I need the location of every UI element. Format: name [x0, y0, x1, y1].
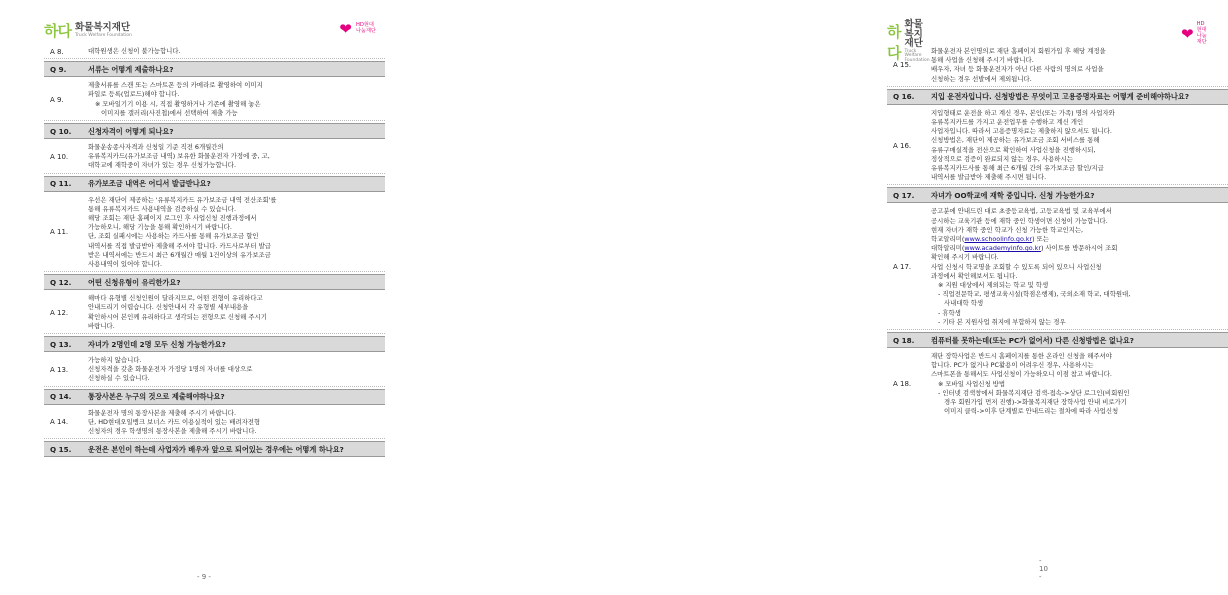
answer-label: A 17. [893, 263, 912, 272]
question-row [44, 336, 385, 352]
answer-line: 현재 자녀가 재학 중인 학교가 신청 가능한 학교인지는, [931, 225, 1084, 234]
question-text: 신청자격이 어떻게 되나요? [88, 126, 174, 136]
note-line: - 직업전문학교, 평생교육시설(학점은행제), 국외소재 학교, 대학원대, [938, 290, 1131, 299]
question-label: Q 11. [50, 179, 72, 189]
answer-label: A 18. [893, 380, 912, 389]
answer-line: 해마다 유형별 신청인원이 달라지므로, 어떤 전형이 유리하다고 [88, 294, 263, 303]
answer-line: 화물운전자 명의 통장사본을 제출해 주시기 바랍니다. [88, 408, 237, 417]
page-number-left: - 9 - [197, 573, 211, 581]
answer-line: 단, HD현대오일뱅크 보너스 카드 이용실적이 있는 배려자전형 [88, 417, 261, 426]
hd-logo-line1: HD현대 [1196, 21, 1207, 33]
question-text: 자녀가 2명인데 2명 모두 신청 가능한가요? [88, 339, 226, 349]
question-label: Q 9. [50, 64, 67, 74]
answer-line: 단, 조회 실패시에는 사용하는 카드사를 통해 유가보조금 할인 [88, 232, 259, 241]
answer-line: 확인해 주시기 바랍니다. [931, 253, 999, 262]
question-row [44, 274, 385, 290]
answer-row [44, 141, 385, 174]
right-faq-list [887, 45, 1228, 419]
note-line: - 인터넷 검색창에서 화물복지재단 검색-접속->상단 로그인(비회원인 [938, 388, 1130, 397]
answer-line: 재단 장학사업은 반드시 홈페이지를 통한 온라인 신청을 해주셔야 [931, 352, 1112, 361]
answer-line: 유류복지카드사를 통해 최근 6개월 간의 유가보조금 할인/지급 [931, 164, 1104, 173]
answer-line: 이미지를 갤러리(사진첩)에서 선택하여 제출 가능 [101, 108, 238, 117]
question-row [44, 441, 385, 457]
answer-line: 가능하오니, 해당 기능을 통해 확인하시기 바랍니다. [88, 223, 232, 232]
answer-label: A 12. [50, 308, 69, 317]
answer-line: 공시하는 교육기관 등에 재학 중인 학생이면 신청이 가능합니다. [931, 216, 1108, 225]
note-title: ※ 지원 대상에서 제외되는 학교 및 학생 [938, 281, 1049, 290]
question-row [887, 332, 1228, 348]
answer-row [887, 205, 1228, 330]
foundation-subname: Truck Welfare Foundation [74, 32, 132, 38]
answer-line: 지입형태로 운전을 하고 계신 경우, 본인(또는 가족) 명의 사업자와 [931, 108, 1115, 117]
answer-line: 확인하시어 본인께 유리하다고 생각되는 전형으로 신청해 주시기 [88, 312, 267, 321]
heart-icon: ❤ [1181, 24, 1194, 43]
question-text: 컴퓨터를 못하는데(또는 PC가 없어서) 다른 신청방법은 없나요? [931, 335, 1134, 345]
answer-row [44, 79, 385, 121]
answer-line: 신청방법은, 재단이 제공하는 유가보조금 조회 서비스를 통해 [931, 136, 1100, 145]
foundation-subname: Truck Welfare Foundation [904, 48, 930, 63]
answer-row [887, 107, 1228, 186]
question-row [887, 187, 1228, 203]
question-text: 지입 운전자입니다. 신청방법은 무엇이고 고용증명자료는 어떻게 준비해야하나요? [931, 92, 1189, 102]
foundation-logo [44, 20, 132, 41]
right-page [421, 0, 1207, 595]
answer-line: 유류복지카드를 가지고 운전업무를 수행하고 계신 개인 [931, 118, 1084, 127]
answer-text [931, 205, 1228, 329]
answer-label: A 9. [50, 95, 64, 104]
answer-text [931, 45, 1228, 86]
answer-line: 제출서류를 스캔 또는 스마트폰 등의 카메라로 촬영하여 이미지 [88, 81, 263, 90]
answer-label: A 8. [50, 47, 64, 56]
answer-text [88, 141, 385, 173]
answer-line: ※ 모바일기기 이용 시, 직접 촬영하거나 기존에 촬영해 놓은 [95, 99, 261, 108]
answer-line: 우선은 재단이 제공하는 '유류복지카드 유가보조금 내역 전산조회'를 [88, 195, 277, 204]
answer-label: A 16. [893, 141, 912, 150]
page-number-right: - 10 - [1039, 557, 1048, 581]
answer-row [44, 407, 385, 440]
note-line: 경우 회원가입 먼저 진행)->화물복지재단 장학사업 안내 비로가기 [944, 398, 1127, 407]
answer-line: 내역서를 발급받아 제출해 주시면 됩니다. [931, 173, 1047, 182]
question-row [44, 61, 385, 77]
answer-row [44, 292, 385, 334]
question-text: 통장사본은 누구의 것으로 제출해야하나요? [88, 392, 225, 402]
question-text: 서류는 어떻게 제출하나요? [88, 64, 174, 74]
hd-logo-line2: 나눔재단 [1196, 32, 1207, 45]
answer-line: 대학원생은 신청이 불가능합니다. [88, 47, 181, 55]
foundation-logo-mark: 하다 [44, 22, 71, 40]
answer-line: 신청하는 경우 선발에서 제외됩니다. [931, 74, 1032, 83]
answer-line: 사업자입니다. 따라서 고용증명자료는 제출하지 않으셔도 됩니다. [931, 127, 1112, 136]
answer-line: 사업 신청시 학교명을 조회할 수 있도록 되어 있으니 사업신청 [931, 262, 1102, 271]
question-text: 유가보조금 내역은 어디서 발급받나요? [88, 179, 211, 189]
answer-text [88, 407, 385, 439]
question-label: Q 16. [893, 92, 915, 102]
answer-line: 화물운송종사자격과 신청일 기준 직전 6개월간의 [88, 143, 224, 152]
answer-line: 정상적으로 검증이 완료되지 않는 경우, 사용하시는 [931, 154, 1073, 163]
answer-line: 통해 유류복지카드 사용내역을 검증하실 수 있습니다. [88, 204, 237, 213]
note-line: 사내대학 학생 [944, 299, 984, 308]
answer-row [44, 194, 385, 273]
answer-text [88, 79, 385, 120]
note-line: 이미지 클릭->이후 단계별로 안내드리는 절차에 따라 사업신청 [944, 407, 1119, 416]
answer-line: 해당 조회는 재단 홈페이지 로그인 후 사업신청 진행과정에서 [88, 214, 257, 223]
answer-line: 가능하지 않습니다. [88, 356, 142, 365]
question-row [44, 123, 385, 139]
answer-line: 과정에서 확인해보셔도 됩니다. [931, 271, 1018, 280]
foundation-logo-mark: 하다 [887, 22, 901, 62]
hd-foundation-logo [1181, 22, 1207, 46]
answer-label: A 10. [50, 152, 69, 161]
answer-line: 안내드리기 어렵습니다. 신청안내서 각 유형별 세부내용을 [88, 303, 249, 312]
question-row [44, 389, 385, 405]
question-row [887, 89, 1228, 105]
hd-foundation-logo [338, 22, 376, 36]
hd-logo-line1: HD현대 [356, 22, 374, 29]
answer-text [931, 107, 1228, 185]
question-label: Q 14. [50, 392, 72, 402]
answer-line: 대학교에 재학중이 자녀가 있는 경우 신청가능합니다. [88, 161, 237, 170]
answer-line: 학교알리미(www.schoolinfo.go.kr) 또는 [931, 235, 1049, 244]
answer-line: 유류구매실적을 전산으로 확인하여 사업신청을 진행하시되, [931, 145, 1096, 154]
answer-line: 유류복지카드(유가보조금 내역) 보유한 화물운전자 가정에 중, 고, [88, 152, 270, 161]
answer-line: 받은 내역서에는 반드시 최근 6개월간 매월 1건이상의 유가보조금 [88, 250, 271, 259]
answer-line: 사용내역이 있어야 합니다. [88, 260, 163, 269]
hd-logo-line2: 나눔재단 [356, 28, 377, 34]
question-label: Q 17. [893, 190, 915, 200]
heart-icon: ❤ [339, 20, 352, 38]
answer-line: 화물운전자 본인명의로 재단 홈페이지 회원가입 후 해당 계정을 [931, 47, 1106, 55]
question-label: Q 10. [50, 126, 72, 136]
answer-line: 배우자, 자녀 등 화물운전자가 아닌 다른 사람의 명의로 사업을 [931, 65, 1104, 74]
answer-line: 신청자격을 갖춘 화물운전자 가정당 1명의 자녀를 대상으로 [88, 365, 253, 374]
question-text: 어떤 신청유형이 유리한가요? [88, 277, 181, 287]
question-text: 운전은 본인이 하는데 사업자가 배우자 앞으로 되어있는 경우에는 어떻게 하나요? [88, 444, 344, 454]
question-label: Q 12. [50, 277, 72, 287]
answer-label: A 15. [893, 61, 912, 70]
question-text: 자녀가 OO학교에 재학 중입니다. 신청 가능한가요? [931, 190, 1095, 200]
answer-line: 신청하실 수 있습니다. [88, 374, 150, 383]
foundation-name: 화물복지재단 [904, 19, 923, 49]
answer-text [88, 292, 385, 333]
answer-row [44, 354, 385, 387]
answer-line: 파일로 등록(업로드)해야 합니다. [88, 90, 180, 99]
foundation-name: 화물복지재단 [74, 22, 131, 33]
answer-label: A 11. [50, 228, 69, 237]
answer-line: 대학알리미(www.academyinfo.go.kr) 사이트를 방문하시어 조회 [931, 244, 1118, 253]
note-line: - 휴학생 [938, 308, 961, 317]
answer-line: 스마트폰을 통해서도 사업신청이 가능하오니 이점 참고 바랍니다. [931, 370, 1112, 379]
note-line: - 기타 본 지원사업 취지에 부합하지 않는 경우 [938, 317, 1066, 326]
answer-line: 내역서를 직접 발급받아 제출해 주셔야 합니다. 카드사로부터 발급 [88, 241, 271, 250]
question-label: Q 13. [50, 339, 72, 349]
answer-line: 합니다. PC가 없거나 PC활용이 어려우신 경우, 사용하시는 [931, 361, 1094, 370]
answer-label: A 13. [50, 365, 69, 374]
answer-line: 바랍니다. [88, 321, 115, 330]
question-label: Q 18. [893, 335, 915, 345]
left-faq-list [44, 45, 385, 459]
academyinfo-link[interactable]: www.academyinfo.go.kr [964, 244, 1041, 253]
schoolinfo-link[interactable]: www.schoolinfo.go.kr [964, 235, 1033, 244]
answer-text [88, 45, 385, 58]
answer-label: A 14. [50, 418, 69, 427]
answer-line: 통해 사업을 신청해 주시기 바랍니다. [931, 56, 1034, 65]
question-row [44, 176, 385, 192]
answer-text [88, 194, 385, 272]
answer-text [88, 354, 385, 386]
note-title: ※ 모바일 사업신청 방법 [938, 379, 1006, 388]
question-label: Q 15. [50, 444, 72, 454]
answer-row [887, 350, 1228, 418]
answer-line: 신청자의 경우 학생명의 통장사본을 제출해 주시기 바랍니다. [88, 427, 257, 436]
left-page [0, 0, 420, 595]
answer-row [887, 45, 1228, 87]
answer-row [44, 45, 385, 59]
answer-text [931, 350, 1228, 418]
answer-line: 공고분에 안내드린 대로 초중등교육법, 고등교육법 및 교육부에서 [931, 207, 1112, 216]
